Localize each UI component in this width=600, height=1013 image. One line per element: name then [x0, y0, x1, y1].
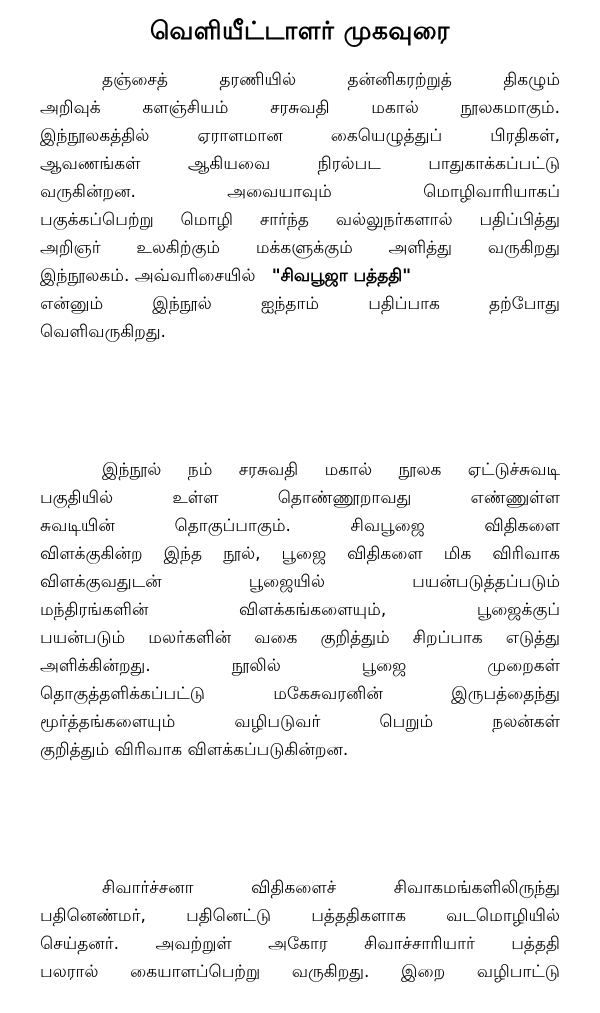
- paragraph-line: குறித்தும் விரிவாக விளக்கப்படுகின்றன.: [40, 740, 349, 760]
- paragraph-line: சுவடியின் தொகுப்பாகும். சிவபூஜை விதிகளை: [40, 516, 560, 536]
- paragraph-line: அறிவுக் களஞ்சியம் சரசுவதி மகால் நூலகமாகும்.: [40, 98, 560, 118]
- paragraph-line: விளக்குவதுடன் பூஜையில் பயன்படுத்தப்படும்: [40, 572, 560, 592]
- paragraph-line: மூர்த்தங்களையும் வழிபடுவர் பெறும் நலன்கள்: [40, 712, 560, 732]
- paragraph-line: வெளிவருகிறது.: [40, 322, 166, 342]
- paragraph-line: பகுக்கப்பெற்று மொழி சார்ந்த வல்லுநர்களால் பதிப்பித்து: [40, 210, 560, 230]
- paragraph-line: மந்திரங்களின் விளக்கங்களையும், பூஜைக்குப்: [40, 600, 560, 620]
- book-title-highlight: "சிவபூஜா பத்ததி": [271, 266, 412, 286]
- page-title: வெளியீட்டாளர் முகவுரை: [150, 16, 450, 45]
- paragraph-line: தொகுத்தளிக்கப்பட்டு மகேசுவரனின் இருபத்தைந்து: [40, 684, 560, 704]
- paragraph-1: [40, 66, 560, 346]
- paragraph-3: [40, 874, 560, 986]
- paragraph-line: அறிஞர் உலகிற்கும் மக்களுக்கும் அளித்து வருகிறது: [40, 238, 560, 258]
- paragraph-line: வருகின்றன. அவையாவும் மொழிவாரியாகப்: [40, 182, 560, 202]
- paragraph-line: செய்தனர். அவற்றுள் அகோர சிவாச்சாரியார் பத்ததி: [40, 934, 560, 954]
- paragraph-line-with-title: [40, 262, 560, 290]
- paragraph-line: இந்நூலகத்தில் ஏராளமான கையெழுத்துப் பிரதிகள்,: [40, 126, 560, 146]
- paragraph-line: சிவார்ச்சனா விதிகளைச் சிவாகமங்களிலிருந்து: [102, 878, 560, 898]
- paragraph-line: இந்நூல் நம் சரசுவதி மகால் நூலக ஏட்டுச்சுவடி: [102, 460, 560, 480]
- paragraph-line: விளக்குகின்ற இந்த நூல், பூஜை விதிகளை மிக விரிவாக: [40, 544, 560, 564]
- paragraph-line: பகுதியில் உள்ள தொண்ணூறாவது எண்ணுள்ள: [40, 488, 560, 508]
- paragraph-line: பதினெண்மர், பதினெட்டு பத்ததிகளாக வடமொழியில்: [40, 906, 560, 926]
- paragraph-line: என்னும் இந்நூல் ஐந்தாம் பதிப்பாக தற்போது: [40, 294, 560, 314]
- paragraph-line: அளிக்கின்றது. நூலில் பூஜை முறைகள்: [40, 656, 560, 676]
- paragraph-line: பலரால் கையாளப்பெற்று வருகிறது. இறை வழிபாட்டு: [40, 962, 560, 982]
- paragraph-line: பயன்படும் மலர்களின் வகை குறித்தும் சிறப்பாக எடுத்து: [40, 628, 560, 648]
- paragraph-line: தஞ்சைத் தரணியில் தன்னிகரற்றுத் திகழும்: [102, 70, 560, 90]
- paragraph-line-text: இந்நூலகம். அவ்வரிசையில்: [40, 266, 256, 286]
- paragraph-2: [40, 456, 560, 764]
- paragraph-line: ஆவணங்கள் ஆகியவை நிரல்பட பாதுகாக்கப்பட்டு: [40, 154, 560, 174]
